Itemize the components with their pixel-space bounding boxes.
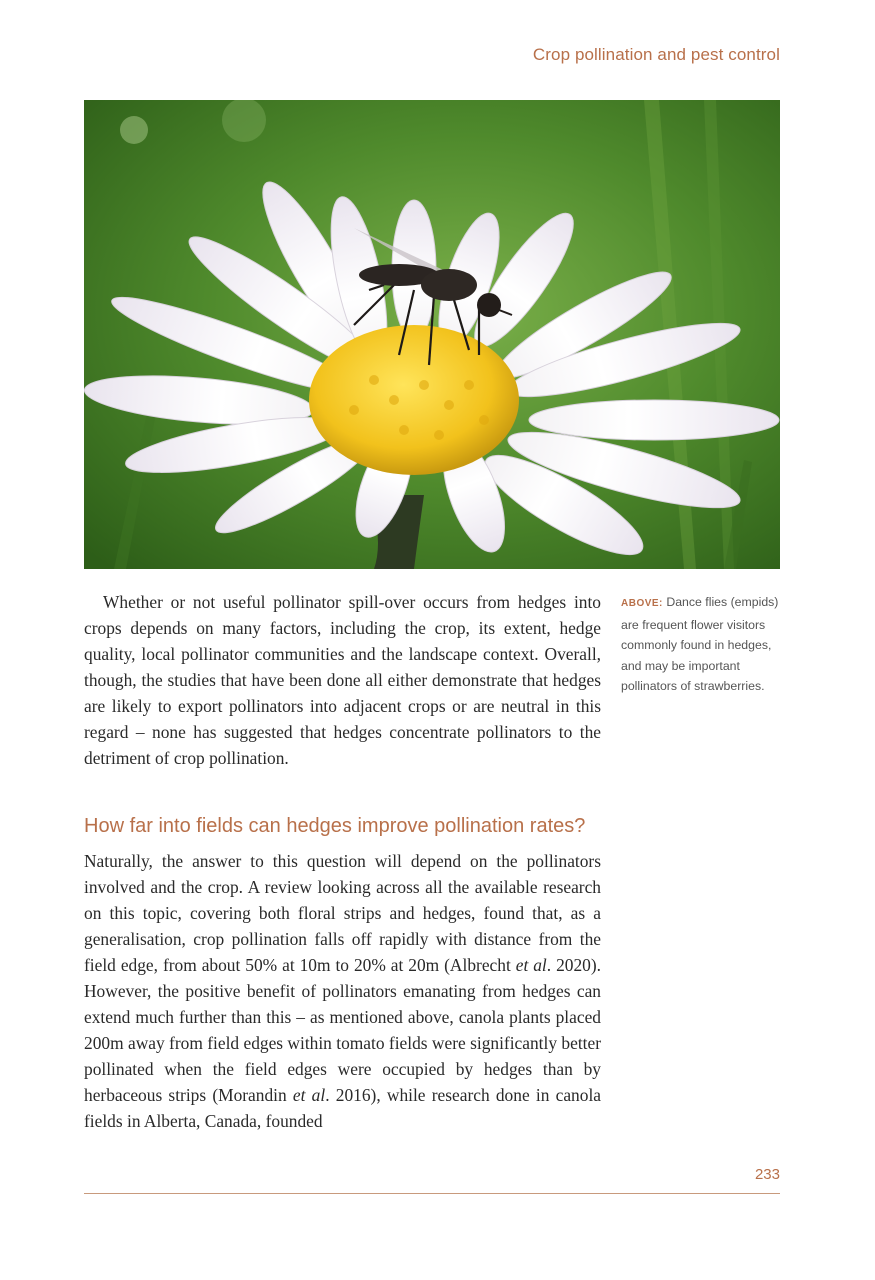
daisy-with-dance-fly-photo xyxy=(84,100,780,569)
footer-rule xyxy=(84,1193,780,1194)
section-heading: How far into fields can hedges improve pollination rates? xyxy=(84,815,586,837)
caption-text: Dance flies (empids) are frequent flower visitors commonly found in hedges, and may be important pollinators of strawberries. xyxy=(621,595,779,694)
citation-etal-2: et al xyxy=(292,1085,326,1105)
para2-part2: . 2020). However, the positive benefit of pollinators emanating from hedges can extend much further than this – as mentioned above, canola plants placed 200m away from field edges within tomato fields were significantly better pollinated when the field edges were occupied by hedges than by herbaceous strips (Morandin xyxy=(84,955,601,1105)
caption-label: ABOVE: xyxy=(621,598,663,609)
body-paragraph-2 xyxy=(84,848,601,1134)
page-number: 233 xyxy=(754,1166,780,1183)
para2-part1: Naturally, the answer to this question will depend on the pollinators involved and the crop. A review looking across all the available research on this topic, covering both floral strips and hedges, found that, as a generalisation, crop pollination falls off rapidly with distance from the field edge, from about 50% at 10m to 20% at 20m (Albrecht xyxy=(84,851,601,975)
para2-part3: . 2016), while research done in canola fields in Alberta, Canada, founded xyxy=(84,1085,601,1131)
running-title: Crop pollination and pest control xyxy=(532,45,780,64)
figure-caption xyxy=(621,592,781,697)
citation-etal-1: et al xyxy=(515,955,547,975)
body-paragraph-1: Whether or not useful pollinator spill-over occurs from hedges into crops depends on many factors, including the crop, its extent, hedge quality, local pollinator communities and the landscape context. Overall, though, the studies that have been done all either demonstrate that hedges are likely to export pollinators into adjacent crops or are neutral in this regard – none has suggested that hedges concentrate pollinators to the detriment of crop pollination. xyxy=(84,592,601,768)
